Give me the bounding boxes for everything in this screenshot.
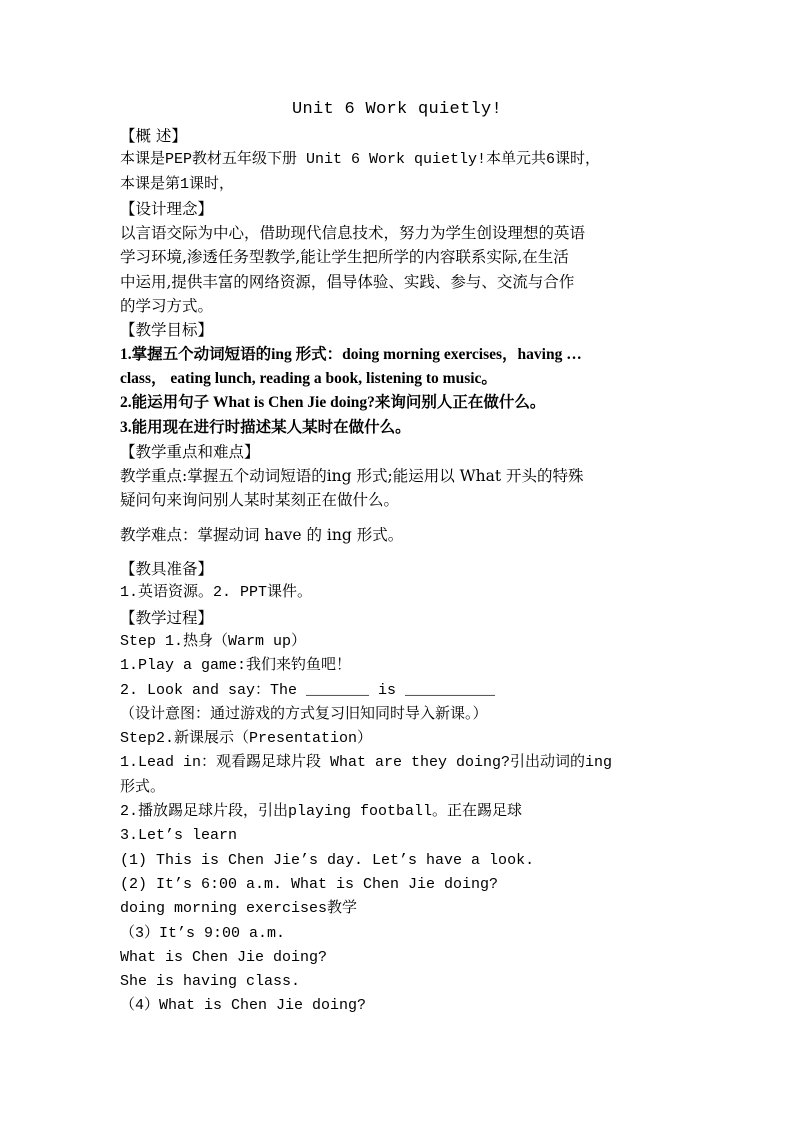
goal-text-line: 3.能用现在进行时描述某人某时在做什么。 xyxy=(120,418,411,436)
section-heading-overview: 【概 述】 xyxy=(120,127,187,145)
process-text-line: （4）What is Chen Jie doing? xyxy=(120,997,367,1015)
document-title: Unit 6 Work quietly! xyxy=(291,100,503,119)
concept-text-line: 中运用,提供丰富的网络资源，倡导体验、实践、参与、交流与合作 xyxy=(120,272,575,291)
section-heading-concept: 【设计理念】 xyxy=(120,199,214,218)
focus-text-line: 教学重点:掌握五个动词短语的ing 形式;能运用以 What 开头的特殊 xyxy=(120,467,584,486)
process-text-line: 1.Lead in：观看踢足球片段 What are they doing?引出动词的ing xyxy=(120,754,613,772)
section-heading-key-points: 【教学重点和难点】 xyxy=(120,442,260,461)
process-text-line: （设计意图：通过游戏的方式复习旧知同时导入新课。） xyxy=(120,705,488,723)
process-text-line: 3.Let’s learn xyxy=(120,827,238,845)
materials-text-line: 1.英语资源。2. PPT课件。 xyxy=(120,584,313,602)
process-text-line: 2.播放踢足球片段，引出playing football。正在踢足球 xyxy=(120,803,523,821)
process-text-line: （3）It’s 9:00 a.m. xyxy=(120,924,286,942)
process-text-line: What is Chen Jie doing? xyxy=(120,948,328,966)
process-text-line: 形式。 xyxy=(120,778,166,796)
process-text-line: Step 1.热身（Warm up） xyxy=(120,632,307,650)
overview-text-line: 本课是第1课时， xyxy=(120,175,235,193)
section-heading-process: 【教学过程】 xyxy=(120,608,214,627)
overview-text-line: 本课是PEP教材五年级下册 Unit 6 Work quietly!本单元共6课时， xyxy=(120,151,601,169)
section-heading-goals: 【教学目标】 xyxy=(120,321,214,340)
concept-text-line: 以言语交际为中心，借助现代信息技术，努力为学生创设理想的英语 xyxy=(120,224,586,243)
process-text-line: (2) It’s 6:00 a.m. What is Chen Jie doing? xyxy=(120,875,499,893)
focus-text-line: 疑问句来询问别人某时某刻正在做什么。 xyxy=(120,491,400,510)
difficulty-text-line: 教学难点：掌握动词 have 的 ing 形式。 xyxy=(120,525,404,544)
concept-text-line: 的学习方式。 xyxy=(120,297,214,316)
goal-text-line: class， eating lunch, reading a book, listening to music。 xyxy=(120,369,497,387)
goal-text-line: 2.能运用句子 What is Chen Jie doing?来询问别人正在做什么。 xyxy=(120,394,546,412)
process-text-line: She is having class. xyxy=(120,973,301,991)
process-text-line: 1.Play a game:我们来钓鱼吧！ xyxy=(120,657,352,675)
process-text-line: Step2.新课展示（Presentation） xyxy=(120,730,373,748)
process-text-line: 2. Look and say：The _______ is __________ xyxy=(120,681,496,699)
process-text-line: (1) This is Chen Jie’s day. Let’s have a look. xyxy=(120,851,535,869)
process-text-line: doing morning exercises教学 xyxy=(120,900,358,918)
concept-text-line: 学习环境,渗透任务型教学,能让学生把所学的内容联系实际,在生活 xyxy=(120,248,569,267)
section-heading-materials: 【教具准备】 xyxy=(120,560,214,579)
document-body xyxy=(120,124,680,1019)
goal-text-line: 1.掌握五个动词短语的ing 形式：doing morning exercises，having … xyxy=(120,345,582,363)
